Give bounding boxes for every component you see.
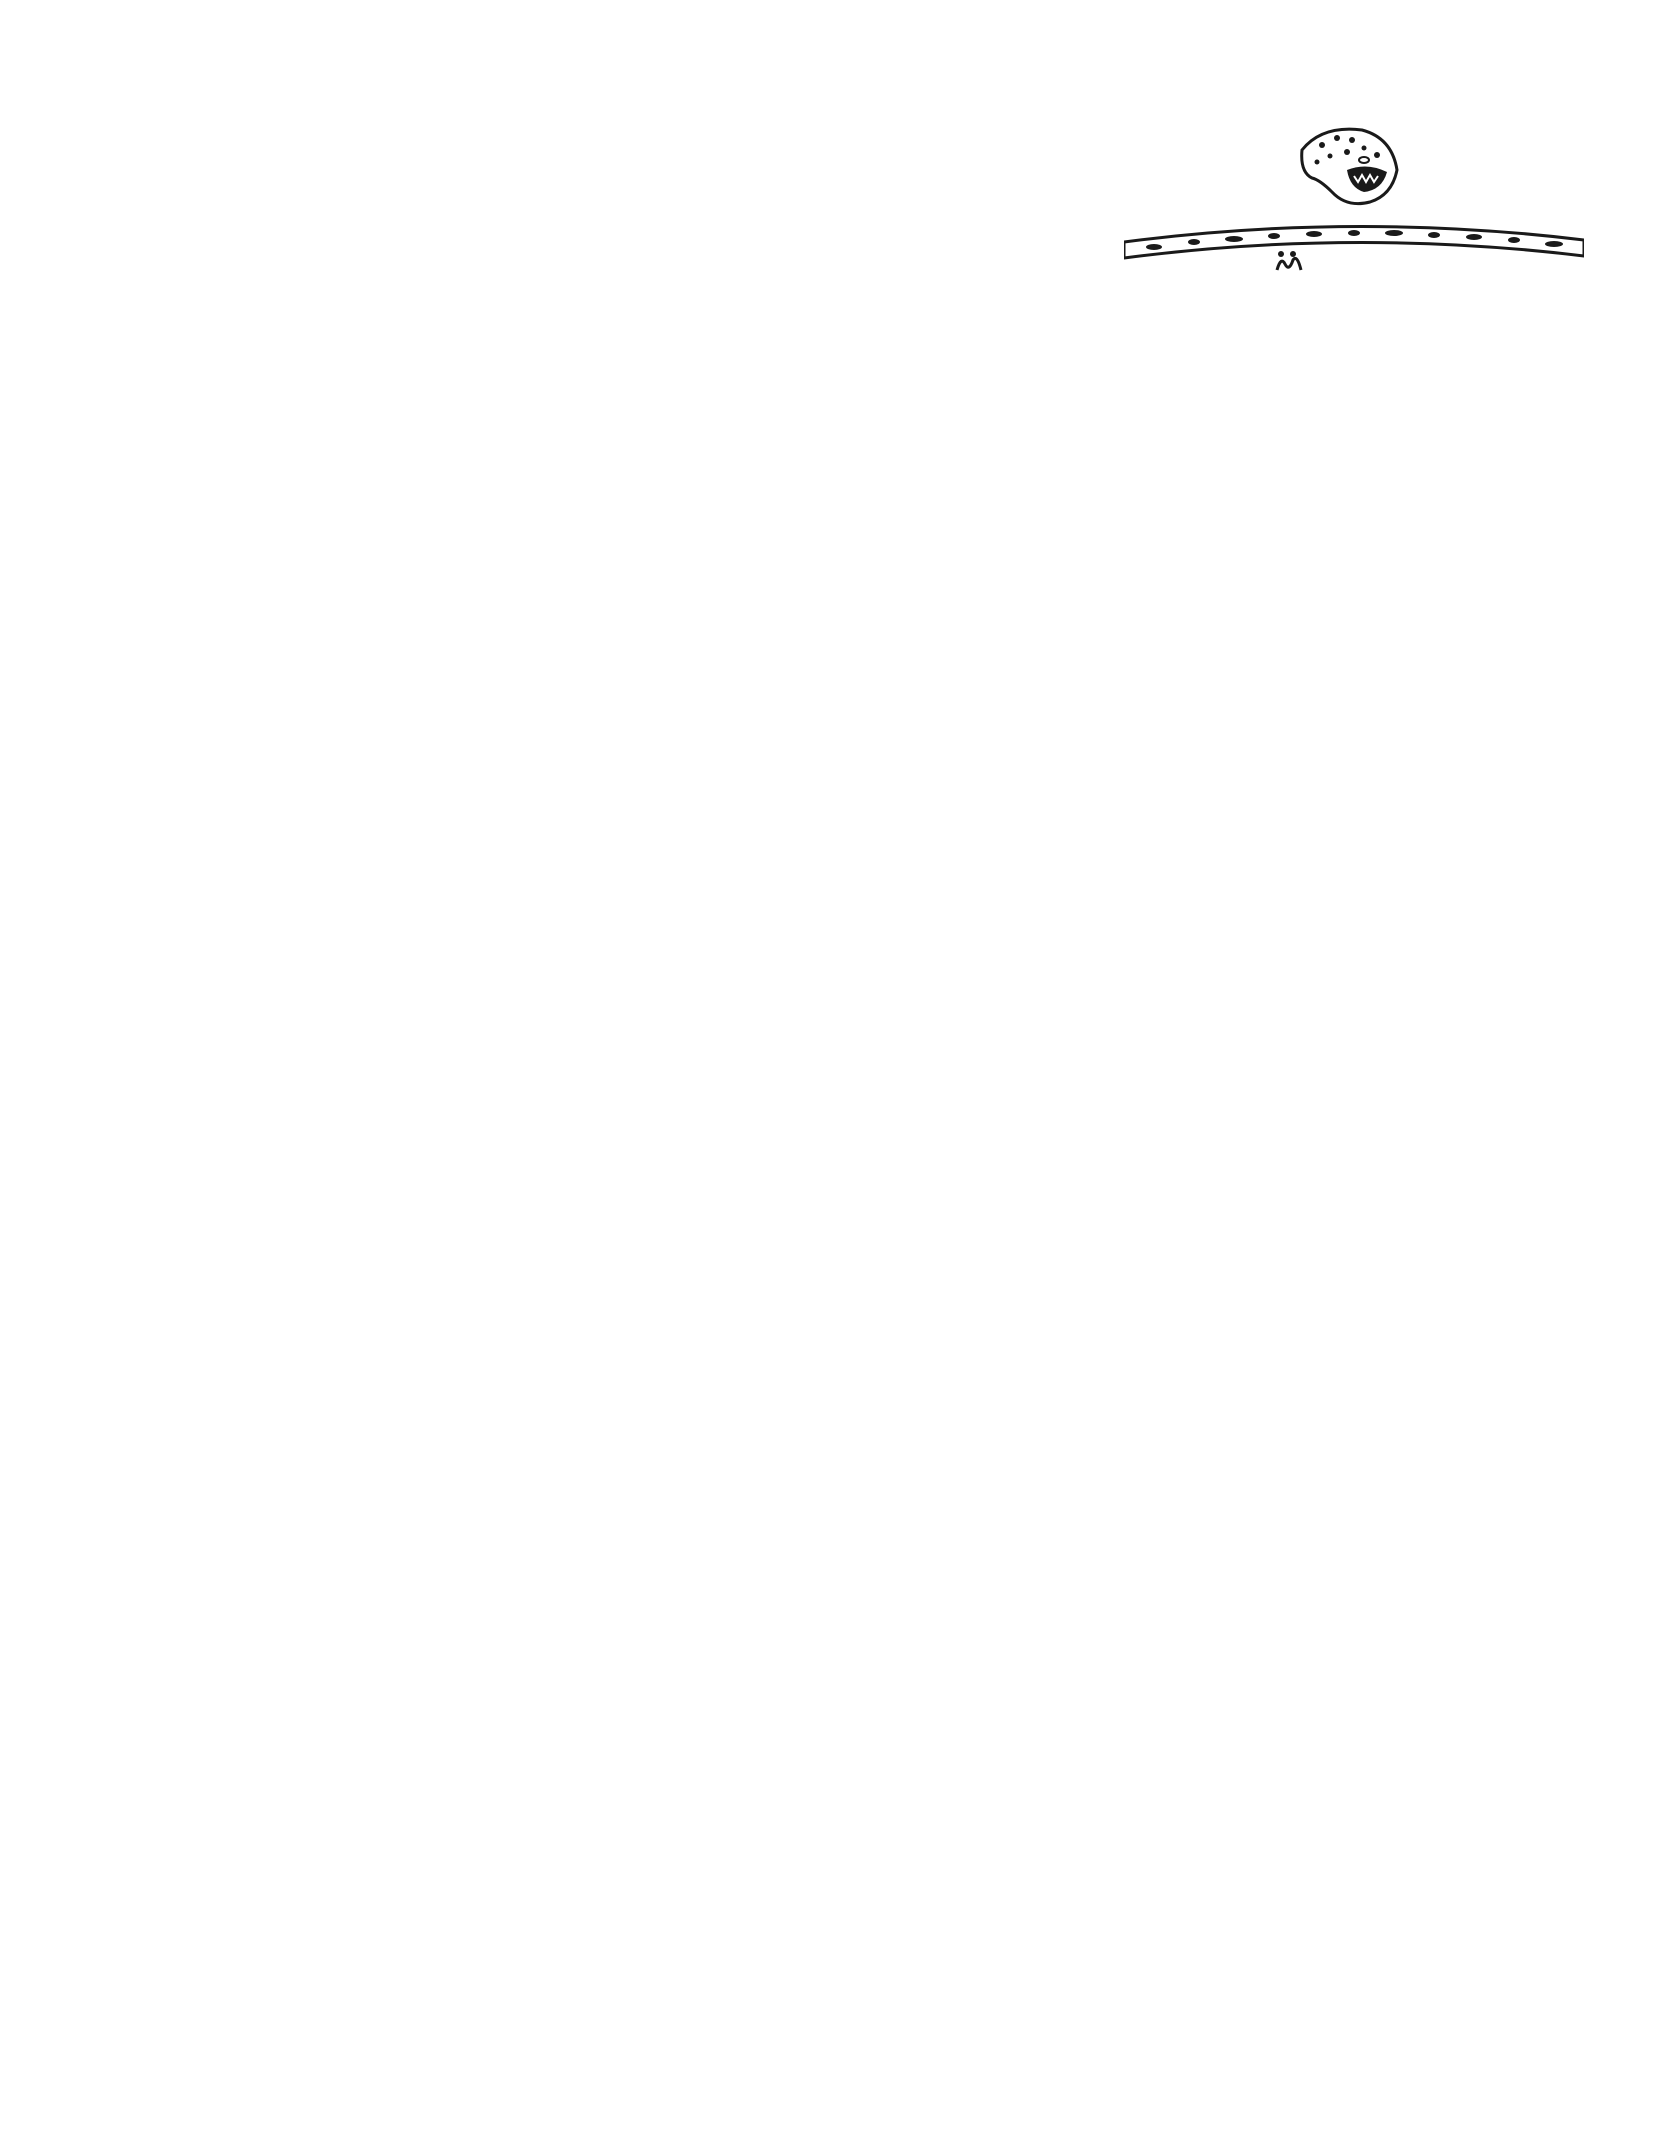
nemours-figures-icon <box>1275 250 1303 272</box>
kids-club-logo <box>1110 120 1590 300</box>
leopard-band-icon <box>1124 202 1584 262</box>
sponsor-logo <box>1275 250 1307 272</box>
